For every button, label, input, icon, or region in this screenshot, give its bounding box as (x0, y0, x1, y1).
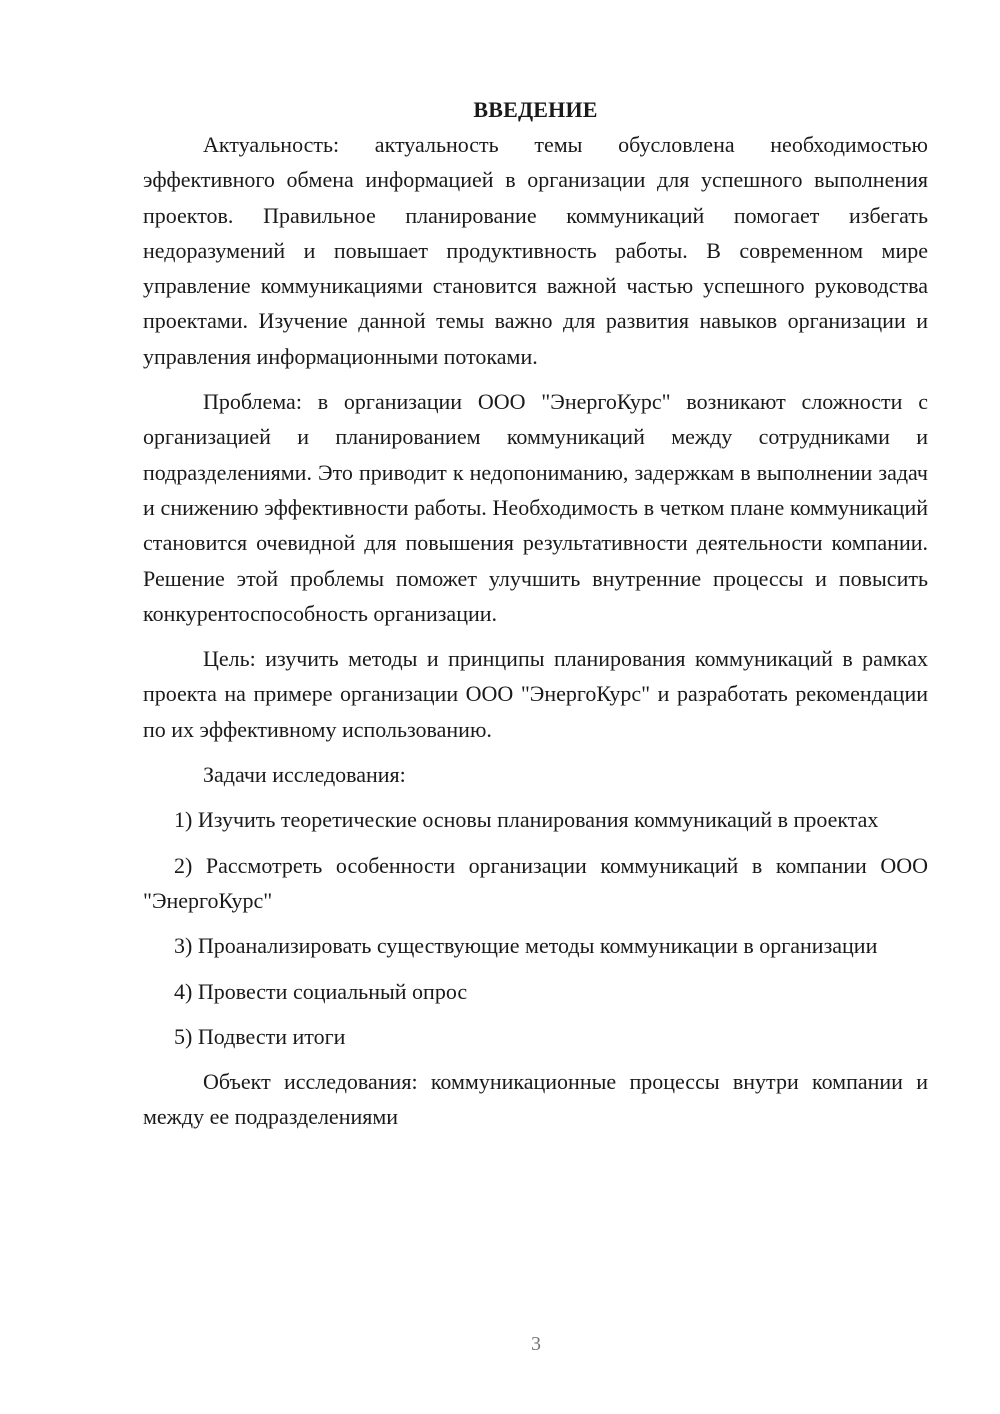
paragraph-gap (143, 918, 928, 928)
paragraph-gap (143, 1054, 928, 1064)
problem-paragraph: Проблема: в организации ООО "ЭнергоКурс" возникают сложности с организацией и планированием коммуникаций между сотрудниками и подразделениями. Это приводит к недопониманию, задержкам в выполнении задач и снижению эффективности работы. Необходимость в четком плане коммуникаций становится очевидной для повышения результативности деятельности компании. Решение этой проблемы поможет улучшить внутренние процессы и повысить конкурентоспособность организации. (143, 389, 928, 626)
paragraph-gap (143, 374, 928, 384)
paragraph-gap (143, 631, 928, 641)
task-item: 1) Изучить теоретические основы планирования коммуникаций в проектах (174, 807, 879, 833)
task-item: 2) Рассмотреть особенности организации коммуникаций в компании ООО "ЭнергоКурс" (143, 852, 928, 913)
page-number: 3 (531, 1333, 541, 1355)
task-item: 5) Подвести итоги (174, 1023, 346, 1049)
document-content (143, 92, 928, 1135)
paragraph-gap (143, 792, 928, 802)
object-paragraph: Объект исследования: коммуникационные процессы внутри компании и между ее подразделениями (143, 1069, 928, 1130)
task-item: 4) Провести социальный опрос (174, 978, 468, 1004)
goal-paragraph: Цель: изучить методы и принципы планирования коммуникаций в рамках проекта на примере организации ООО "ЭнергоКурс" и разработать рекомендации по их эффективному использованию. (143, 646, 928, 742)
relevance-paragraph: Актуальность: актуальность темы обусловлена необходимостью эффективного обмена информацией в организации для успешного выполнения проектов. Правильное планирование коммуникаций помогает избегать недоразумений и повышает продуктивность работы. В современном мире управление коммуникациями становится важной частью успешного руководства проектами. Изучение данной темы важно для развития навыков организации и управления информационными потоками. (143, 132, 928, 369)
task-item: 3) Проанализировать существующие методы коммуникации в организации (174, 933, 878, 959)
paragraph-gap (143, 838, 928, 848)
paragraph-gap (143, 747, 928, 757)
paragraph-gap (143, 964, 928, 974)
paragraph-gap (143, 1009, 928, 1019)
section-title: ВВЕДЕНИЕ (473, 97, 598, 122)
tasks-heading: Задачи исследования: (203, 762, 406, 788)
